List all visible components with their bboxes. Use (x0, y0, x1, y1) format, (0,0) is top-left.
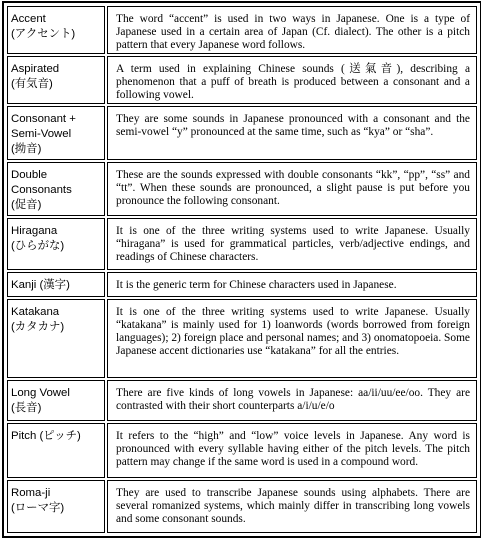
term-name: Consonant + Semi-Vowel (11, 113, 76, 140)
term-name: Double Consonants (11, 169, 72, 196)
definition-cell: A term used in explaining Chinese sounds (送氣音), describing a phenomenon that a puff of breath is produced between a consonant and a following vowel. (107, 56, 477, 104)
term-japanese: (ローマ字) (11, 502, 65, 514)
term-name: Hiragana (11, 225, 58, 237)
glossary-table (5, 4, 479, 535)
table-row (7, 299, 477, 378)
term-japanese: (長音) (11, 402, 42, 414)
table-row (7, 218, 477, 270)
term-cell (7, 218, 105, 270)
term-japanese: (促音) (11, 199, 42, 211)
table-row (7, 162, 477, 216)
table-row (7, 380, 477, 421)
term-name: Long Vowel (11, 387, 70, 399)
term-name: Accent (11, 13, 46, 25)
term-name: Aspirated (11, 63, 60, 75)
table-row (7, 56, 477, 104)
term-cell (7, 6, 105, 54)
term-cell (7, 272, 105, 297)
definition-cell: It is the generic term for Chinese characters used in Japanese. (107, 272, 477, 297)
glossary-table-frame (2, 1, 481, 538)
definition-cell: It refers to the “high” and “low” voice levels in Japanese. Any word is pronounced with every syllable having either of the pitch levels. The pitch pattern may change if the same word is used in a compound word. (107, 423, 477, 478)
definition-cell: They are used to transcribe Japanese sounds using alphabets. There are several romanized systems, which mainly differ in transcribing long vowels and some consonant sounds. (107, 480, 477, 533)
term-name: Kanji (漢字) (11, 279, 70, 291)
definition-cell: They are some sounds in Japanese pronounced with a consonant and the semi-vowel “y” pronounced at the same time, such as “kya” or “sha”. (107, 106, 477, 160)
term-japanese: (ひらがな) (11, 240, 65, 252)
term-cell (7, 56, 105, 104)
term-japanese: (拗音) (11, 143, 42, 155)
term-name: Roma-ji (11, 487, 51, 499)
term-cell (7, 480, 105, 533)
term-japanese: (カタカナ) (11, 321, 65, 333)
term-cell (7, 162, 105, 216)
definition-cell: It is one of the three writing systems used to write Japanese. Usually “hiragana” is used for grammatical particles, verb/adjective endings, and readings of Chinese characters. (107, 218, 477, 270)
term-name: Pitch (ピッチ) (11, 430, 81, 442)
term-japanese: (アクセント) (11, 28, 76, 40)
term-japanese: (有気音) (11, 78, 53, 90)
term-cell (7, 299, 105, 378)
table-row (7, 106, 477, 160)
definition-cell: The word “accent” is used in two ways in Japanese. One is a type of Japanese used in a certain area of Japan (Cf. dialect). The other is a pitch pattern that every Japanese word follows. (107, 6, 477, 54)
table-row (7, 272, 477, 297)
term-cell (7, 380, 105, 421)
table-row (7, 423, 477, 478)
term-name: Katakana (11, 306, 60, 318)
table-row (7, 480, 477, 533)
term-cell (7, 423, 105, 478)
definition-cell: There are five kinds of long vowels in Japanese: aa/ii/uu/ee/oo. They are contrasted with their short counterparts a/i/u/e/o (107, 380, 477, 421)
definition-cell: These are the sounds expressed with double consonants “kk”, “pp”, “ss” and “tt”. When these sounds are pronounced, a slight pause is put before you pronounce the following consonant. (107, 162, 477, 216)
term-cell (7, 106, 105, 160)
table-row (7, 6, 477, 54)
definition-cell: It is one of the three writing systems used to write Japanese. Usually “katakana” is mainly used for 1) loanwords (words borrowed from foreign languages); 2) foreign place and personal names; and 3) onomatopoeia. Some Japanese accent dictionaries use “katakana” for all the entries. (107, 299, 477, 378)
